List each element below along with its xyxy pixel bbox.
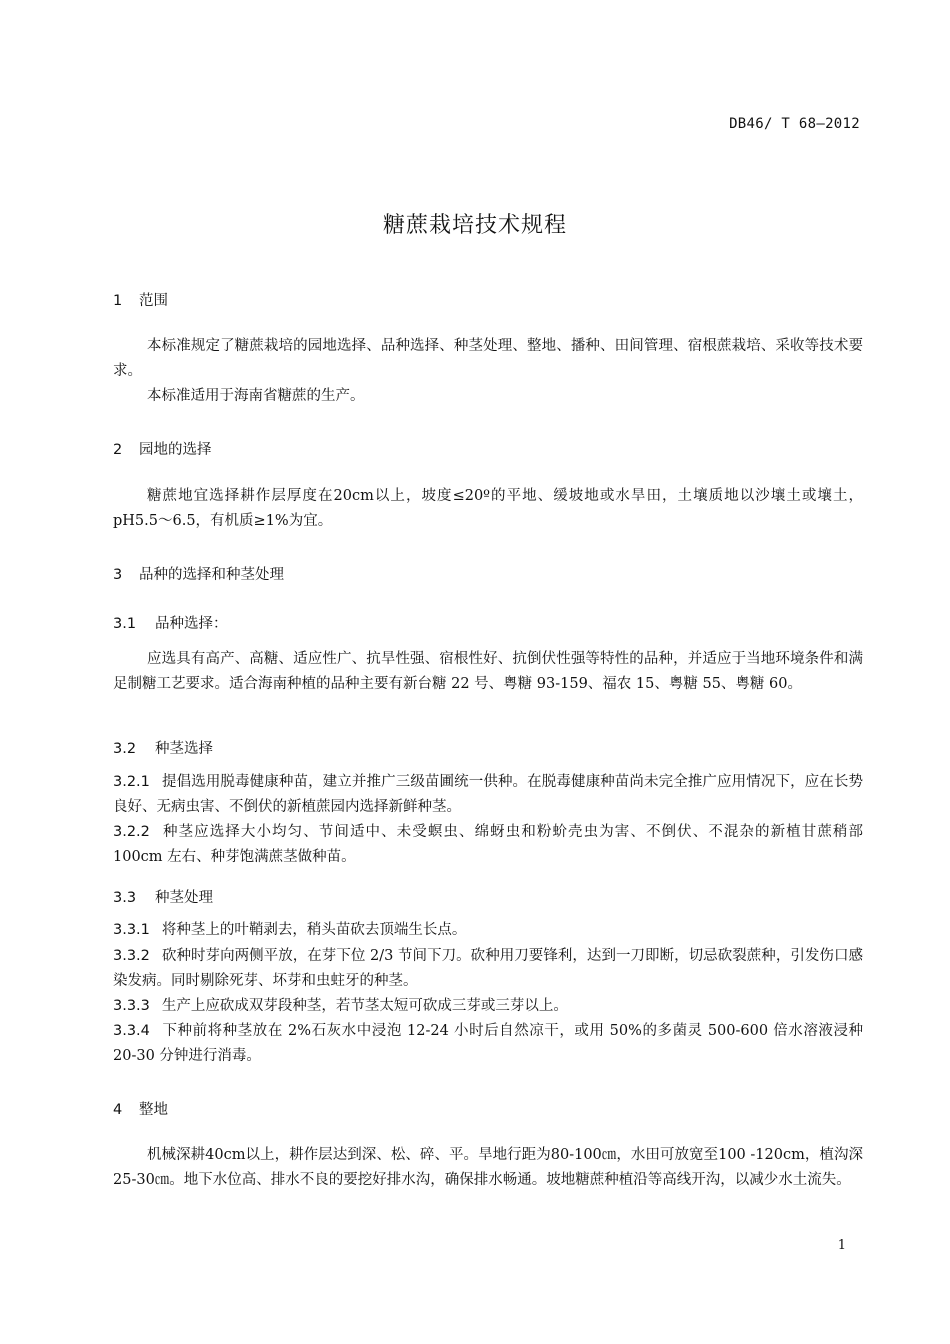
section-heading-variety <box>113 563 284 584</box>
section-number: 3 <box>113 567 123 583</box>
standard-code: DB46/ T 68—2012 <box>729 116 860 132</box>
clause-text: 将种茎上的叶鞘剥去，稍头苗砍去顶端生长点。 <box>161 922 467 938</box>
clause-text: 生产上应砍成双芽段种茎，若节茎太短可砍成三芽或三芽以上。 <box>161 998 568 1014</box>
subsection-heading-seed-stem-selection <box>113 737 213 758</box>
clause-item <box>113 944 863 994</box>
section-title: 整地 <box>139 1102 168 1118</box>
section-title: 园地的选择 <box>139 442 212 458</box>
clause-item <box>113 994 863 1019</box>
subsection-number: 3.3 <box>113 890 137 906</box>
paragraph: 机械深耕40cm以上，耕作层达到深、松、碎、平。旱地行距为80-100㎝，水田可放宽至100 -120cm，植沟深25-30㎝。地下水位高、排水不良的要挖好排水沟，确保排水畅通。坡地糖蔗种植沿等高线开沟，以减少水土流失。 <box>113 1147 863 1188</box>
clause-text: 砍种时芽向两侧平放，在芽下位 2/3 节间下刀。砍种用刀要锋利，达到一刀即断，切忌砍裂蔗种，引发伤口感染发病。同时剔除死芽、坏芽和虫蛀牙的种茎。 <box>113 948 863 989</box>
clause-item <box>113 1019 863 1069</box>
section-heading-land-preparation <box>113 1098 168 1119</box>
clause-number: 3.3.2 <box>113 948 150 964</box>
subsection-number: 3.2 <box>113 741 137 757</box>
clause-item <box>113 918 863 943</box>
subsection-heading-variety-selection <box>113 612 228 633</box>
clause-text: 提倡选用脱毒健康种苗，建立并推广三级苗圃统一供种。在脱毒健康种苗尚未完全推广应用情况下，应在长势良好、无病虫害、不倒伏的新植蔗园内选择新鲜种茎。 <box>113 774 863 815</box>
clause-text: 种茎应选择大小均匀、节间适中、未受螟虫、绵蚜虫和粉蚧壳虫为害、不倒伏、不混杂的新植甘蔗稍部 100cm 左右、种芽饱满蔗茎做种苗。 <box>113 824 863 865</box>
section-heading-site-selection <box>113 438 212 459</box>
section-title: 品种的选择和种茎处理 <box>139 567 284 583</box>
clause-number: 3.3.3 <box>113 998 150 1014</box>
clause-item <box>113 820 863 870</box>
paragraph: 本标准规定了糖蔗栽培的园地选择、品种选择、种茎处理、整地、播种、田间管理、宿根蔗栽培、采收等技术要求。 <box>113 338 863 379</box>
paragraph: 糖蔗地宜选择耕作层厚度在20cm以上，坡度≤20º的平地、缓坡地或水旱田，土壤质地以沙壤土或壤土，pH5.5～6.5，有机质≥1%为宜。 <box>113 488 863 529</box>
paragraph: 应选具有高产、高糖、适应性广、抗旱性强、宿根性好、抗倒伏性强等特性的品种，并适应于当地环境条件和满足制糖工艺要求。适合海南种植的品种主要有新台糖 22 号、粤糖 93-159、福农 15、粤糖 55、粤糖 60。 <box>113 651 863 692</box>
clause-item <box>113 770 863 820</box>
subsection-heading-seed-stem-treatment <box>113 886 213 907</box>
page-number: 1 <box>837 1238 846 1253</box>
clause-number: 3.2.2 <box>113 824 150 840</box>
document-title: 糖蔗栽培技术规程 <box>382 213 567 238</box>
section-number: 1 <box>113 293 123 309</box>
clause-number: 3.3.1 <box>113 922 150 938</box>
section-number: 2 <box>113 442 123 458</box>
clause-text: 下种前将种茎放在 2%石灰水中浸泡 12-24 小时后自然凉干，或用 50%的多菌灵 500-600 倍水溶液浸种 20-30 分钟进行消毒。 <box>113 1023 863 1064</box>
section-number: 4 <box>113 1102 123 1118</box>
subsection-title: 种茎处理 <box>155 890 213 906</box>
section-title: 范围 <box>139 293 168 309</box>
subsection-title: 种茎选择 <box>155 741 213 757</box>
subsection-title: 品种选择： <box>155 616 228 632</box>
subsection-number: 3.1 <box>113 616 137 632</box>
clause-number: 3.2.1 <box>113 774 150 790</box>
paragraph: 本标准适用于海南省糖蔗的生产。 <box>147 388 365 404</box>
section-heading-scope <box>113 289 168 310</box>
clause-number: 3.3.4 <box>113 1023 150 1039</box>
